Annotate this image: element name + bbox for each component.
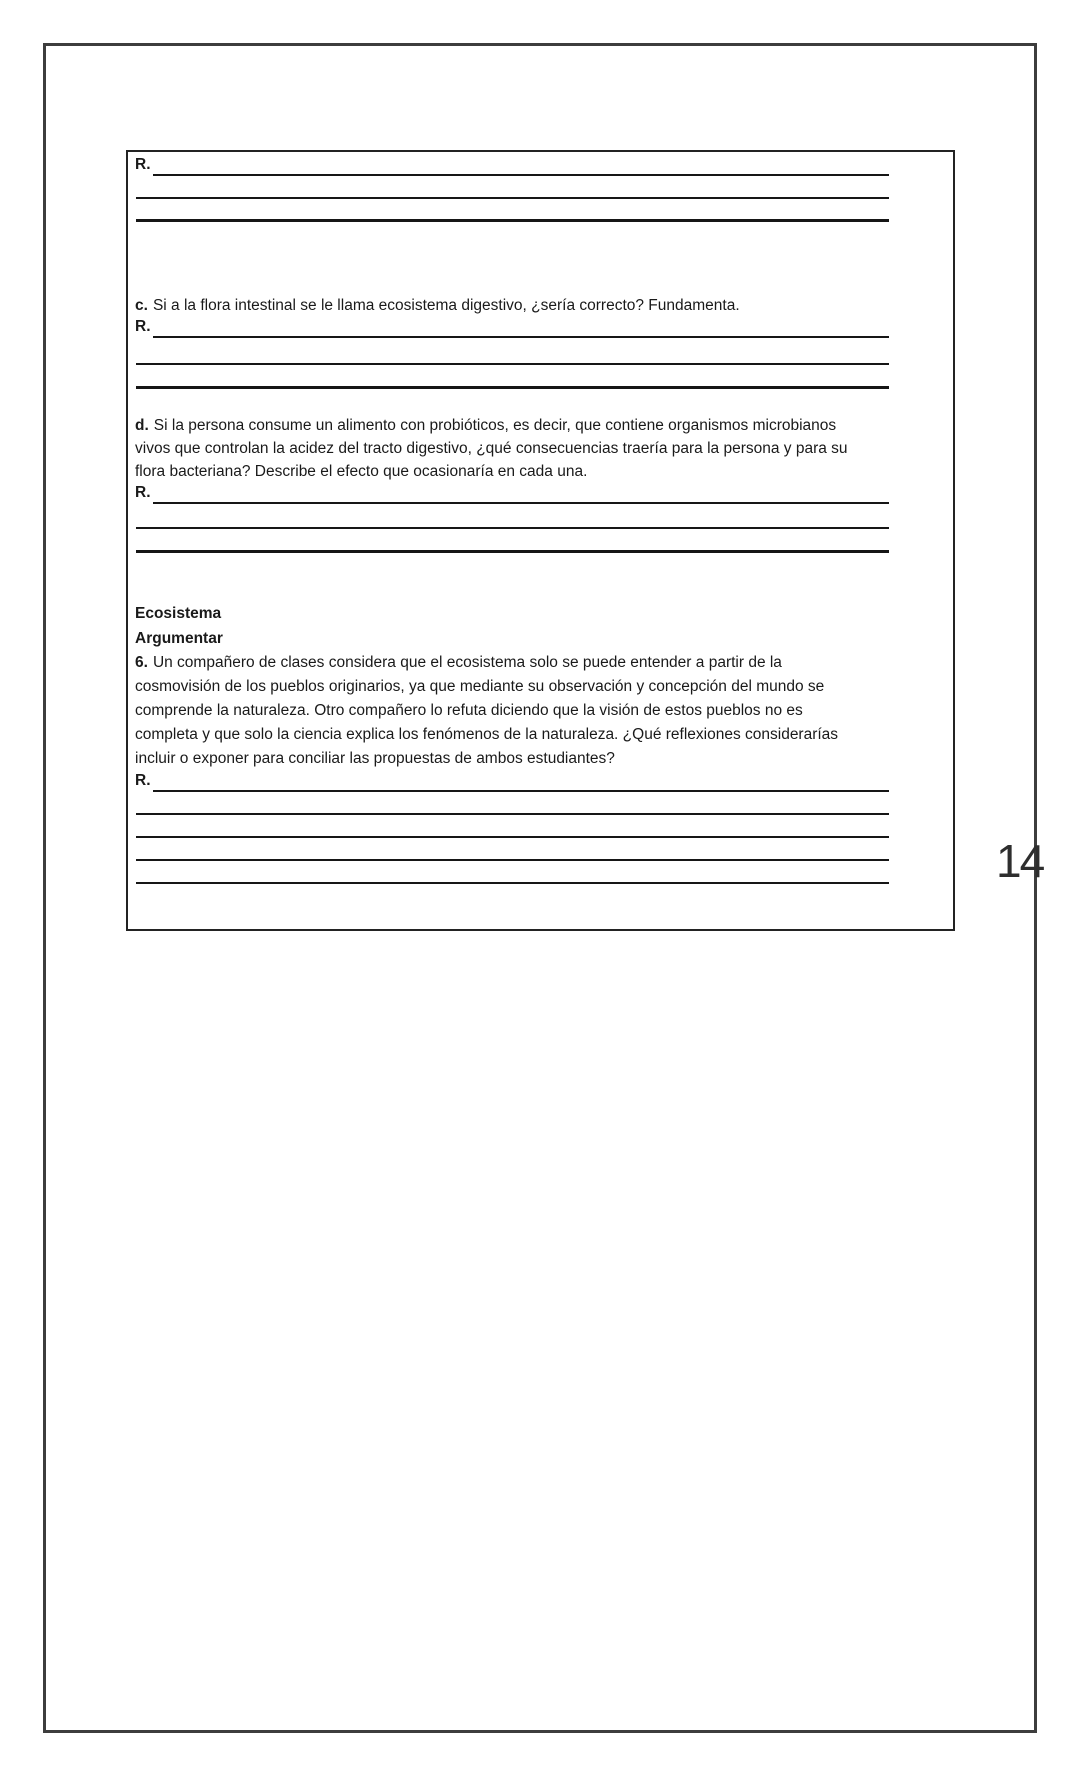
question-box [126,150,955,931]
topic-heading: Ecosistema [135,605,222,622]
answer-line [153,502,889,504]
answer-label: R. [135,772,151,789]
answer-line [136,813,889,815]
question-6-text: 6. Un compañero de clases considera que el ecosistema solo se puede entender a partir de la cosmovisión de los pueblos originarios, ya que mediante su observación y concepción del mundo se comprende la naturaleza. Otro compañero lo refuta diciendo que la visión de estos pueblos no es completa y que solo la ciencia explica los fenómenos de la naturaleza. ¿Qué reflexiones considerarías incluir o exponer para conciliar las propuestas de ambos estudiantes? [135,654,839,767]
answer-line [136,363,889,365]
answer-line [136,836,889,838]
page-number: 14 [996,835,1044,887]
answer-line [136,859,889,861]
answer-line [136,219,889,222]
answer-line [136,550,889,553]
answer-line [153,174,889,176]
question-6-number: 6. [135,654,148,671]
answer-line [153,336,889,338]
answer-line [136,197,889,199]
answer-line [153,790,889,792]
answer-line [136,386,889,389]
skill-heading: Argumentar [135,630,223,647]
scanned-page [43,43,1037,1733]
question-d-letter: d. [135,417,149,434]
answer-label: R. [135,156,151,173]
question-d-text: d. Si la persona consume un alimento con probióticos, es decir, que contiene organismos microbianos vivos que controlan la acidez del tracto digestivo, ¿qué consecuencias traería para la persona y para su flora bacteriana? Describe el efecto que ocasionaría en cada una. [135,417,848,480]
question-c-text: c. Si a la flora intestinal se le llama ecosistema digestivo, ¿sería correcto? Fundamenta. [135,297,740,314]
answer-label: R. [135,318,151,335]
answer-line [136,882,889,884]
answer-label: R. [135,484,151,501]
answer-line [136,527,889,529]
question-c-letter: c. [135,297,148,314]
